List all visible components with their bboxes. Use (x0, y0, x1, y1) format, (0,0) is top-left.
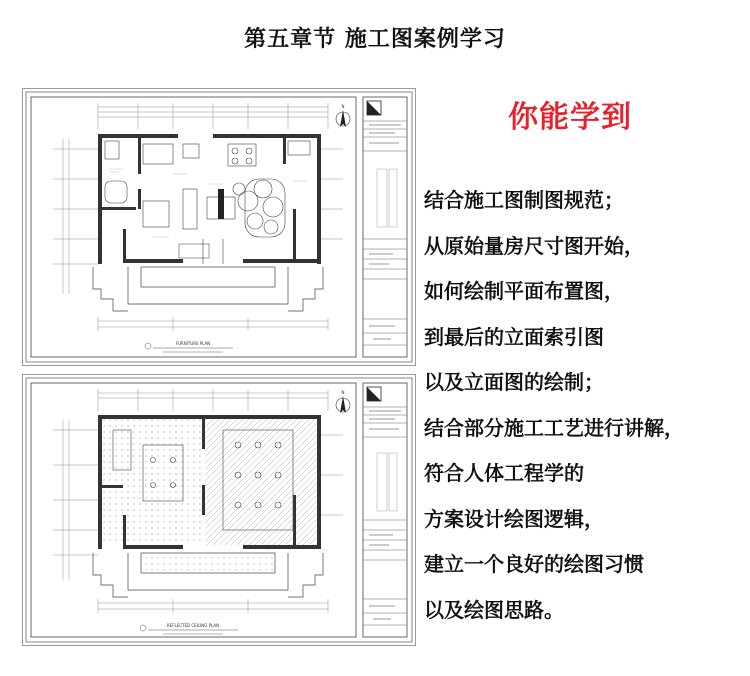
title-block (363, 97, 407, 357)
ceiling-zone-dotted (102, 419, 202, 545)
title-block (363, 383, 407, 637)
north-arrow-icon (336, 390, 350, 413)
learn-item: 结合施工图制图规范； (424, 188, 624, 212)
learn-title: 你能学到 (508, 100, 632, 135)
page-title: 第五章节 施工图案例学习 (244, 27, 506, 52)
north-label: N (341, 390, 345, 395)
learn-item: 方案设计绘图逻辑， (424, 506, 604, 531)
learn-item: 从原始量房尺寸图开始， (424, 233, 644, 258)
learn-item: 如何绘制平面布置图， (424, 279, 624, 303)
furniture-plan-drawing (22, 88, 416, 366)
learn-list (424, 178, 684, 633)
ceiling-zone-hatched (205, 419, 317, 545)
learn-item: 建立一个良好的绘图习惯 (424, 552, 644, 576)
plan-caption: FURNITURE PLAN (175, 341, 211, 346)
learn-item: 以及立面图的绘制； (424, 370, 604, 394)
learn-item: 以及绘图思路。 (424, 597, 564, 622)
plan-furniture (105, 141, 310, 264)
learn-item: 到最后的立面索引图 (424, 324, 604, 349)
ceiling-plan-drawing (22, 374, 416, 646)
plan-caption: REFLECTED CEILING PLAN (166, 623, 220, 628)
north-arrow-icon (336, 104, 350, 127)
learn-item: 结合部分施工工艺进行讲解， (424, 415, 684, 440)
plan-walls (98, 134, 321, 264)
plan-balcony (93, 267, 323, 311)
north-label: N (341, 104, 345, 109)
learn-item: 符合人体工程学的 (424, 461, 584, 485)
